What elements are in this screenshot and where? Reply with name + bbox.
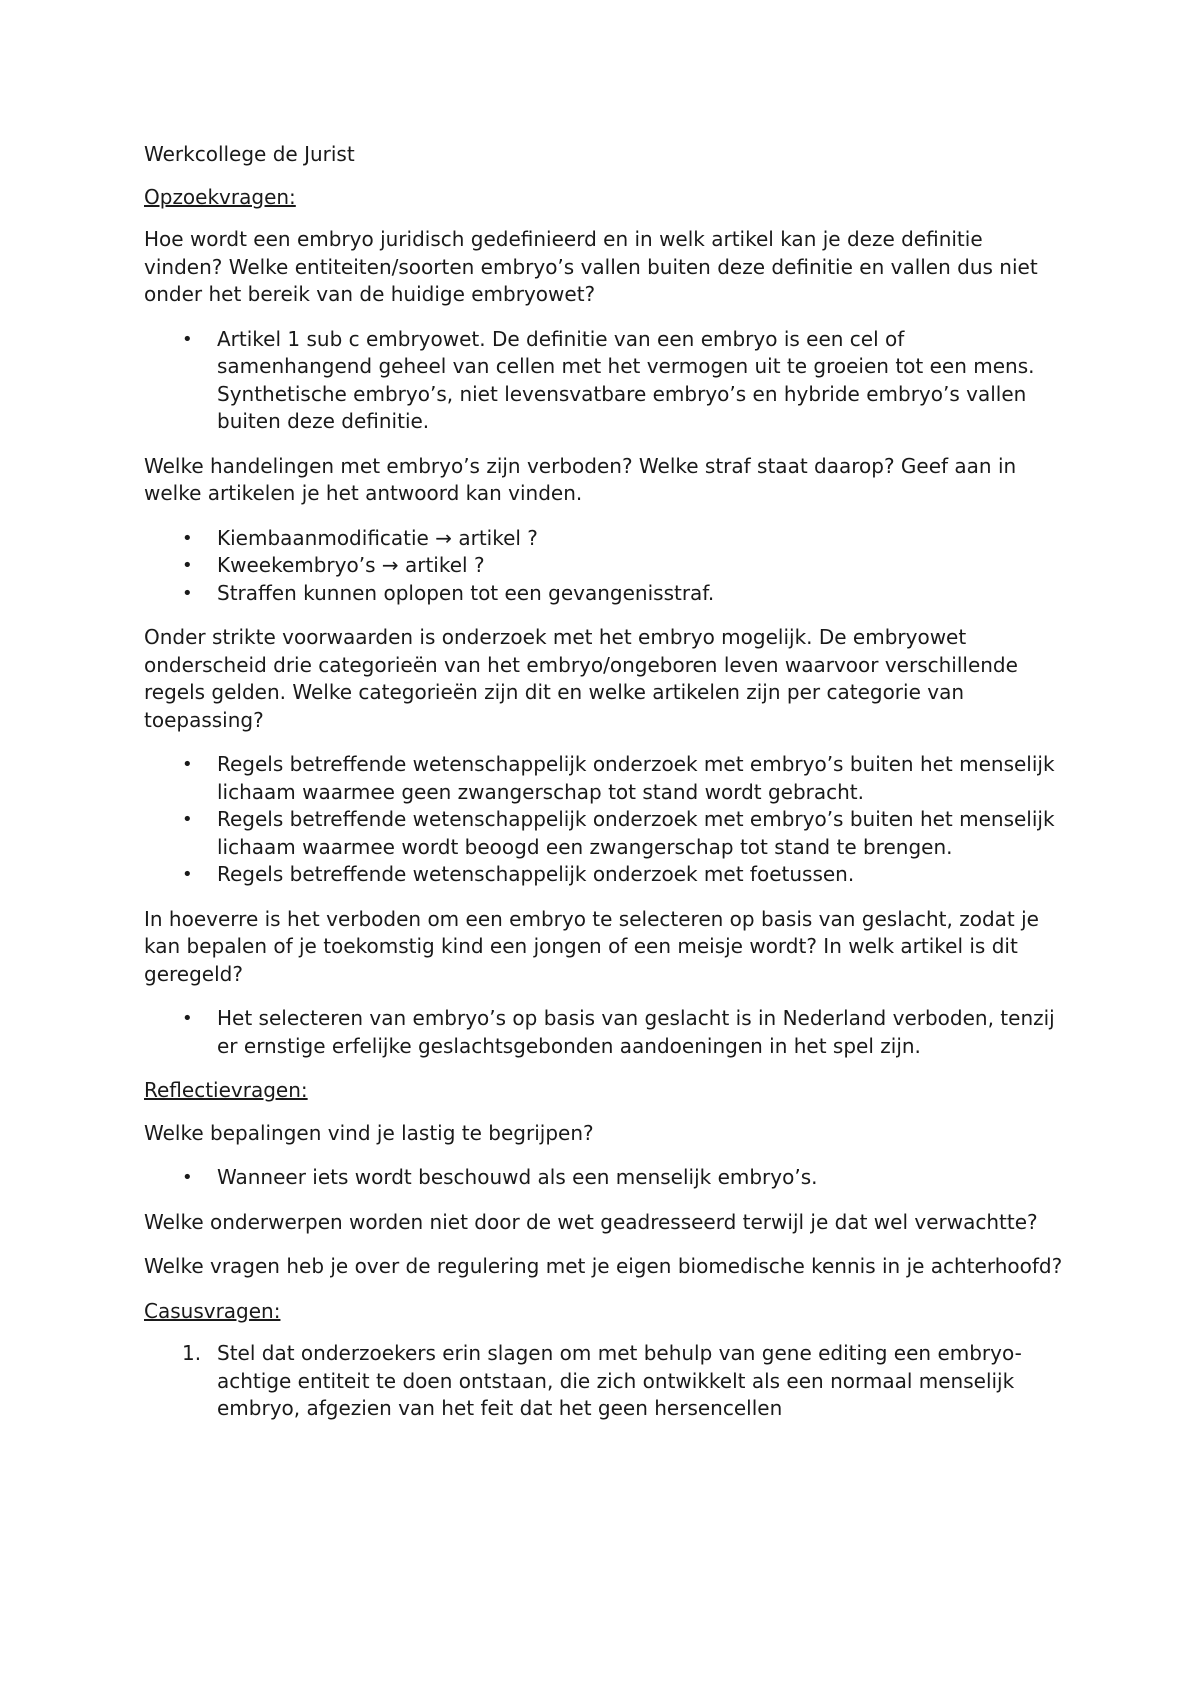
list-item (144, 861, 1064, 889)
list-item (144, 1005, 1064, 1060)
list-item-text: Straffen kunnen oplopen tot een gevangenisstraf. (217, 580, 715, 605)
document-title: Werkcollege de Jurist (144, 142, 355, 166)
question-paragraph: Onder strikte voorwaarden is onderzoek met het embryo mogelijk. De embryowet onderscheid drie categorieën van het embryo/ongeboren leven waarvoor verschillende regels gelden. Welke categorieën zijn dit en welke artikelen zijn per categorie van toepassing? (144, 625, 1018, 732)
answer-list (144, 751, 1064, 889)
question-paragraph: Welke handelingen met embryo’s zijn verboden? Welke straf staat daarop? Geef aan in welke artikelen je het antwoord kan vinden. (144, 453, 1017, 505)
list-item-text: Wanneer iets wordt beschouwd als een menselijk embryo’s. (217, 1165, 818, 1189)
question-paragraph: Welke vragen heb je over de regulering met je eigen biomedische kennis in je achterhoofd? (144, 1254, 1063, 1278)
bullet-icon: • (182, 1167, 193, 1188)
question-paragraph: Welke onderwerpen worden niet door de wet geadresseerd terwijl je dat wel verwachtte? (144, 1209, 1038, 1234)
section-heading-reflectievragen: Reflectievragen: (144, 1078, 308, 1102)
list-item (144, 552, 1064, 580)
list-item (144, 806, 1064, 861)
question-paragraph: Hoe wordt een embryo juridisch gedefinieerd en in welk artikel kan je deze definitie vinden? Welke entiteiten/soorten embryo’s vallen buiten deze definitie en vallen dus niet onder het bereik van de huidige embryowet? (144, 227, 1038, 306)
list-item-text: Regels betreffende wetenschappelijk onderzoek met embryo’s buiten het menselijk lichaam waarmee wordt beoogd een zwangerschap tot stand te brengen. (217, 807, 1055, 859)
bullet-icon: • (182, 582, 193, 604)
bullet-icon: • (182, 864, 193, 885)
bullet-icon: • (182, 1008, 193, 1029)
question-paragraph: In hoeverre is het verboden om een embryo te selecteren op basis van geslacht, zodat je kan bepalen of je toekomstig kind een jongen of een meisje wordt? In welk artikel is dit geregeld? (144, 906, 1039, 986)
document-page (144, 141, 1064, 1440)
list-item-text: Regels betreffende wetenschappelijk onderzoek met foetussen. (217, 862, 855, 886)
list-item (144, 580, 1064, 608)
answer-list (144, 1005, 1064, 1060)
list-item-text: Het selecteren van embryo’s op basis van geslacht is in Nederland verboden, tenzij er ernstige erfelijke geslachtsgebonden aandoeningen in het spel zijn. (217, 1006, 1055, 1058)
answer-list (144, 326, 1064, 436)
list-item (144, 751, 1064, 806)
list-item-text: Stel dat onderzoekers erin slagen om met behulp van gene editing een embryo-achtige entiteit te doen ontstaan, die zich ontwikkelt als een normaal menselijk embryo, afgezien van het feit dat het geen hersencellen (217, 1341, 1022, 1420)
answer-list (144, 1164, 1064, 1192)
bullet-icon: • (182, 809, 193, 830)
section-heading-opzoekvragen: Opzoekvragen: (144, 184, 296, 209)
section-heading-casusvragen: Casusvragen: (144, 1298, 281, 1323)
list-item-text: Kiembaanmodificatie → artikel ? (217, 525, 538, 550)
list-number: 1. (182, 1341, 202, 1365)
question-paragraph: Welke bepalingen vind je lastig te begrijpen? (144, 1120, 594, 1145)
bullet-icon: • (182, 527, 193, 549)
list-item-text: Artikel 1 sub c embryowet. De definitie van een embryo is een cel of samenhangend geheel van cellen met het vermogen uit te groeien tot een mens. Synthetische embryo’s, niet levensvatbare embryo’s en hybride embryo’s vallen buiten deze definitie. (217, 326, 1035, 433)
bullet-icon: • (182, 555, 193, 576)
bullet-icon: • (182, 754, 193, 775)
list-item (144, 326, 1064, 436)
list-item (144, 1340, 1064, 1423)
list-item (144, 1164, 1064, 1192)
list-item (144, 525, 1064, 553)
answer-list (144, 525, 1064, 608)
numbered-list (144, 1340, 1064, 1423)
bullet-icon: • (182, 328, 193, 350)
list-item-text: Regels betreffende wetenschappelijk onderzoek met embryo’s buiten het menselijk lichaam waarmee geen zwangerschap tot stand wordt gebracht. (217, 752, 1055, 804)
list-item-text: Kweekembryo’s → artikel ? (217, 553, 485, 577)
